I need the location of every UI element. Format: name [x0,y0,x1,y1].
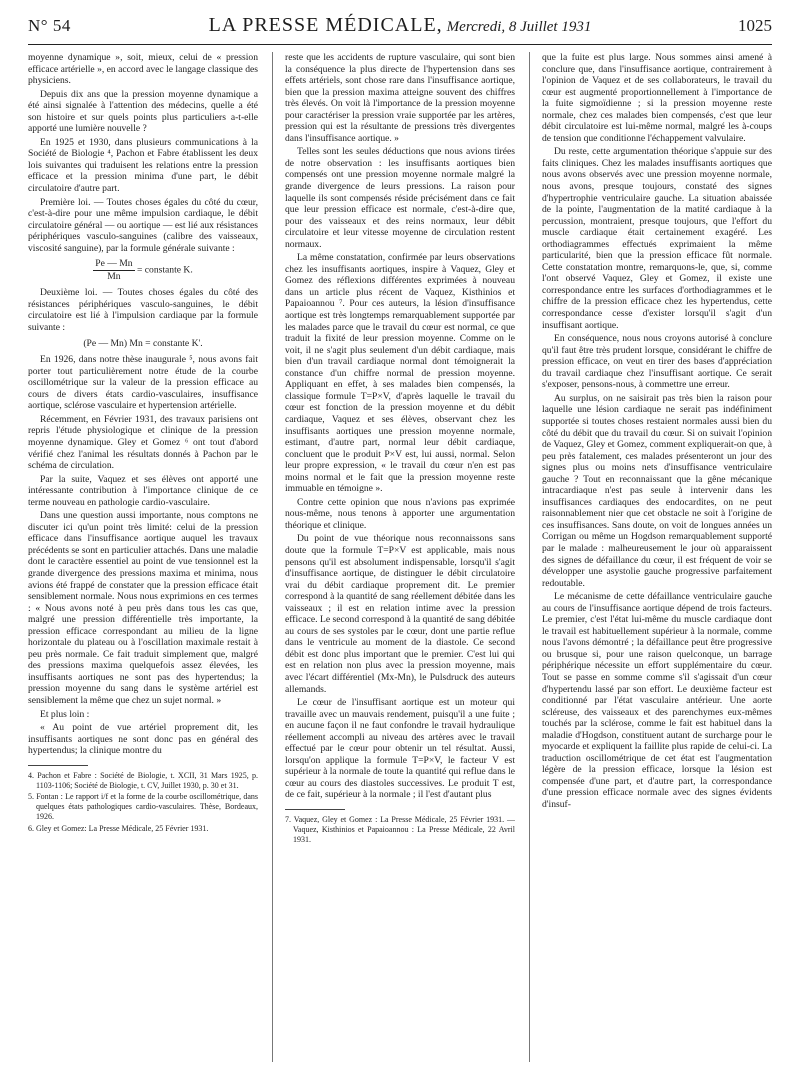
issue-date: Mercredi, 8 Juillet 1931 [446,19,592,35]
paragraph: En 1926, dans notre thèse inaugurale ⁵, nous avons fait porter tout particulièrement notre étude de la courbe oscillométrique sur la valeur de la pression efficace au cours de divers états cardio-vasculaires, insuffisance aortique, sclérose vasculaire et hypertension artérielle. [28,354,258,412]
fraction-numerator: Pe — Mn [95,258,133,270]
paragraph: En 1925 et 1930, dans plusieurs communications à la Société de Biologie ⁴, Pachon et Fabre établissent les deux lois suivantes qui traduisent les relations entre la pression efficace et la pression minima d'une part, le débit circulatoire d'autre part. [28,136,258,195]
paragraph: Telles sont les seules déductions que nous avions tirées de notre observation : les insuffisants aortiques bien compensés ont une pression moyenne normale malgré la grande divergence de leurs pressions. La raison pour laquelle ils sont compensés réside précisément dans ce fait que leur pression efficace est normale, c'est-à-dire que, pour des vaisseaux et des reins normaux, leur débit circulatoire et leur vitesse moyenne de circulation restent normaux. [285,146,515,250]
fraction [93,258,134,282]
paragraph: Par la suite, Vaquez et ses élèves ont apporté une intéressante contribution à l'importance clinique de ce terme nouveau en pathologie cardio-vasculaire. [28,473,258,508]
issue-number: N° 54 [28,16,71,35]
paragraph: Depuis dix ans que la pression moyenne dynamique a été ainsi signalée à l'attention des médecins, quelle a été son histoire et sur quels points plus particuliers a-t-elle apporté une lumière nouvelle ? [28,88,258,135]
page-header [28,14,772,40]
fraction-denominator: Mn [107,270,121,282]
paragraph: Et plus loin : [40,708,90,720]
paragraph: La même constatation, confirmée par leurs observations chez les insuffisants aortiques, inspire à Vaquez, Gley et Gomez des réflexions différentes exprimées à nouveau dans un article plus récent de Vaquez, Kisthinios et Papaioannou ⁷. Pour ces auteurs, la lésion d'insuffisance aortique est très longtemps remarquablement supportée par les malades parce que le travail du cœur est normal, ce que traduit la fixité de leur pression moyenne. Comme on le voit, il ne s'agit plus seulement d'un débit cardiaque, mais bien d'un travail cardiaque normal dont témoignerait la constance d'un chiffre normal de pression moyenne. Appliquant en effet, à ses malades bien compensés, la classique formule T=P×V, d'après laquelle le travail du cœur est fonction de la pression moyenne et du débit cardiaque, Vaquez et ses élèves, observant chez les insuffisants aortiques une pression moyenne normale, estimant, d'autre part, normal leur débit cardiaque, concluent que le produit P×V est, lui aussi, normal. Selon leur propre expression, « le travail du cœur n'en est pas moins normal et le fait que la pression moyenne reste immuable en témoigne ». [285,252,515,495]
paragraph: En conséquence, nous nous croyons autorisé à conclure qu'il faut être très prudent lorsque, considérant le chiffre de pression efficace, on veut en tirer des bases d'appréciation du travail cardiaque chez l'insuffisant aortique. Ce serait s'exposer, pensons-nous, à commettre une erreur. [542,333,772,391]
paragraph: Au surplus, on ne saisirait pas très bien la raison pour laquelle une lésion cardiaque ne serait pas indéfiniment supportée si toutes choses restaient normales aussi bien du côté du débit que du travail du cœur. Si on suivait l'opinion de Vaquez, Gley et Gomez, comment expliquerait-on que, à peu près fatalement, ces malades présenteront un jour des signes plus ou moins nets d'insuffisance ventriculaire gauche ? Tout en reconnaissant que la gêne mécanique intracardiaque n'est pas seule à intervenir dans les insuffisances cardiaques des endocardites, on ne peut raisonnablement nier que cet obstacle ne soit à l'origine de ces insuffisances. Sans doute, on voit de longues années un Corrigan ou même un Hogdson remarquablement supporté par le malade : malheureusement le jour où apparaissent des signes de défaillance du cœur, il est fréquent de voir se développer une asystolie gauche progressive parfaitement redoutable. [542,392,772,589]
formula-second-law: (Pe — Mn) Mn = constante K'. [83,337,203,349]
journal-masthead [28,14,772,37]
paragraph: moyenne dynamique », soit, mieux, celui de « pression efficace artérielle », en accord avec le langage classique des physiciens. [28,52,258,87]
column-right [542,52,772,1072]
column-divider [272,52,273,1062]
paragraph: Récemment, en Février 1931, des travaux parisiens ont repris l'étude physiologique et clinique de la pression moyenne dynamique. Gley et Gomez ⁶ ont tout d'abord vérifié chez l'animal les résultats donnés à Pachon par le schéma de circulation. [28,413,258,472]
column-middle [285,52,515,1072]
footnote: 6. Gley et Gomez: La Presse Médicale, 25 Février 1931. [28,823,209,833]
paragraph: Contre cette opinion que nous n'avions pas exprimée nous-même, nous tenons à apporter une argumentation théorique et clinique. [285,496,515,531]
formula-first-law [28,258,258,282]
column-left [28,52,258,1072]
page-number: 1025 [738,16,772,35]
header-rule [28,44,772,45]
paragraph: Du reste, cette argumentation théorique s'appuie sur des faits cliniques. Chez les malades insuffisants aortiques que nous avons observés avec une pression moyenne normale, nous avons, presque toujours, constaté des signes d'hypertrophie ventriculaire gauche. La situation abaissée de la pointe, l'augmentation de la matité cardiaque à la percussion, montraient, presque toujours, que l'effort du muscle cardiaque était certainement exagéré. Les orthodiagrammes effectués exprimaient la même particularité, bien que la pression efficace fût normale. Cette constatation montre, remarquons-le, que, si, comme l'ont observé Vaquez, Gley et Gomez, il existe une correspondance entre les surfaces d'orthodiagrammes et le chiffre de la pression efficace chez les hypertendus, cette correspondance cesse d'exister lorsqu'il s'agit d'un insuffisant aortique. [542,146,772,331]
paragraph: Le mécanisme de cette défaillance ventriculaire gauche au cours de l'insuffisance aortique dépend de trois facteurs. Le premier, c'est l'état lui-même du muscle cardiaque dont le travail est habituellement supérieur à la normale, comme nous l'avons démontré ; la défaillance peut être progressive ou brusque si, pour une raison quelconque, un barrage périphérique nécessite un effort supplémentaire du cœur. Tout se passe en somme comme s'il s'agissait d'un cœur d'hypertendu lassé par son effort. Le deuxième facteur est conditionné par l'état vasculaire antérieur. Une aorte scléreuse, des vaisseaux et des parenchymes eux-mêmes touchés par la sclérose, comme le fait est habituel dans la maladie d'Hogdson, constituent autant de surcharge pour le myocarde et expliquent la faillite plus rapide de celui-ci. La traduction oscillométrique de cet état est l'augmentation légère de la pression efficace, lorsque la lésion est compensée d'une part, et d'autre part, la correspondance d'une pression efficace normale avec des signes évidents d'insuf- [542,591,772,810]
paragraph: Du point de vue théorique nous reconnaissons sans doute que la formule T=P×V est applicable, mais nous pensons qu'il est absolument indispensable, lorsqu'il s'agit d'insuffisance aortique, de distinguer le débit circulatoire vrai du débit cardiaque proprement dit. Le premier correspond à la quantité de sang réellement débitée dans les vaisseaux ; il est en relation intime avec la pression efficace. Le second correspond à la quantité de sang débitée au cours de ses systoles par le cœur, dont une partie reflue dans le ventricule au moment de la diastole. Ce second débit est donc plus important que le premier. C'est lui qui est en relation non plus avec la pression moyenne, mais avec l'écart différentiel (Mx-Mn), le Pulsdruck des auteurs allemands. [285,533,515,695]
footnote: 7. Vaquez, Gley et Gomez : La Presse Médicale, 25 Février 1931. — Vaquez, Kisthinios et Papaioannou : La Presse Médicale, 22 Avril 1931. [285,815,515,844]
paragraph: Dans une question aussi importante, nous comptons ne discuter ici qu'un point très limité: celui de la pression efficace dans l'insuffisance aortique auquel les travaux précédents se sont en particulier attachés. Dans une maladie dont le caractère essentiel au point de vue tensionnel est la grande divergence des pressions maxima et minima, nous avions été frappé de constater que la pression efficace était sensiblement normale. Nous nous exprimions en ces termes : « Nous avons noté à peu près dans tous les cas que, malgré une pression différentielle très importante, la pression efficace correspondant au milieu de la ligne horizontale du plateau ou à l'oscillation maximale restait à peu près normale. Ce fait traduit simplement que, malgré des pressions maxima quelquefois assez élevées, les insuffisants aortiques ne sont pas des hypertendus; la pression moyenne du sang dans le système artériel est sensiblement la même que chez un sujet normal. » [28,510,258,706]
journal-title: LA PRESSE MÉDICALE, [208,14,443,36]
footnote-rule [28,765,88,766]
paragraph: que la fuite est plus large. Nous sommes ainsi amené à conclure que, dans l'insuffisance aortique, contrairement à l'opinion de Vaquez et de ses collaborateurs, le travail du cœur est augmenté proportionnellement à l'importance de la fuite sigmoïdienne ; si la pression moyenne reste normale, chez ces malades bien compensés, c'est que leur débit circulatoire est lui-même normal, malgré les à-coups de tension que conditionne l'échappement valvulaire. [542,52,772,144]
paragraph: « Au point de vue artériel proprement dit, les insuffisants aortiques ne sont donc pas en général des hypertendus; la clinique montre du [28,722,258,757]
column-divider [529,52,530,1062]
paragraph: Le cœur de l'insuffisant aortique est un moteur qui travaille avec un mauvais rendement, puisqu'il a une fuite ; en aucune façon il ne faut confondre le travail hydraulique réellement accompli au niveau des artères avec le travail effectué par le cœur pour obtenir un tel résultat. Aussi, lorsqu'on applique la formule T=P×V, le facteur V est supérieur à la normale de toute la quantité qui reflue dans le cœur au cours des diastoles successives. Le produit T est, de ce fait, supérieur à la normale ; il l'est d'autant plus [285,697,515,801]
footnote-rule [285,809,345,810]
paragraph: reste que les accidents de rupture vasculaire, qui sont bien la conséquence la plus directe de l'hypertension dans ses effets artériels, sont chose rare dans l'insuffisance aortique, bien que la pression maxima atteigne souvent des chiffres très élevés. On voit là l'importance de la pression moyenne pour caractériser la pression vraie supportée par les artères, pression qui est la résultante de pressions très divergentes dans l'insuffisance aortique. » [285,52,515,144]
formula-rhs: = constante K. [136,264,193,276]
paragraph: Première loi. — Toutes choses égales du côté du cœur, c'est-à-dire pour une même impulsion cardiaque, le débit circulatoire général — ou aortique — est lié aux résistances périphériques vasculo-sanguines (calibre des vaisseaux, viscosité sanguine), par la formule générale suivante : [28,196,258,254]
paragraph: Deuxième loi. — Toutes choses égales du côté des résistances périphériques vasculo-sanguines, le débit circulatoire est lié à l'impulsion cardiaque par la formule suivante : [28,287,258,334]
footnote: 4. Pachon et Fabre : Société de Biologie, t. XCII, 31 Mars 1925, p. 1103-1106; Société de Biologie, t. CV, Juillet 1930, p. 30 et 31. [28,770,258,790]
footnote: 5. Fontan : Le rapport i/f et la forme de la courbe oscillométrique, dans quelques états pathologiques cardio-vasculaires. Thèse, Bordeaux, 1926. [28,792,258,821]
